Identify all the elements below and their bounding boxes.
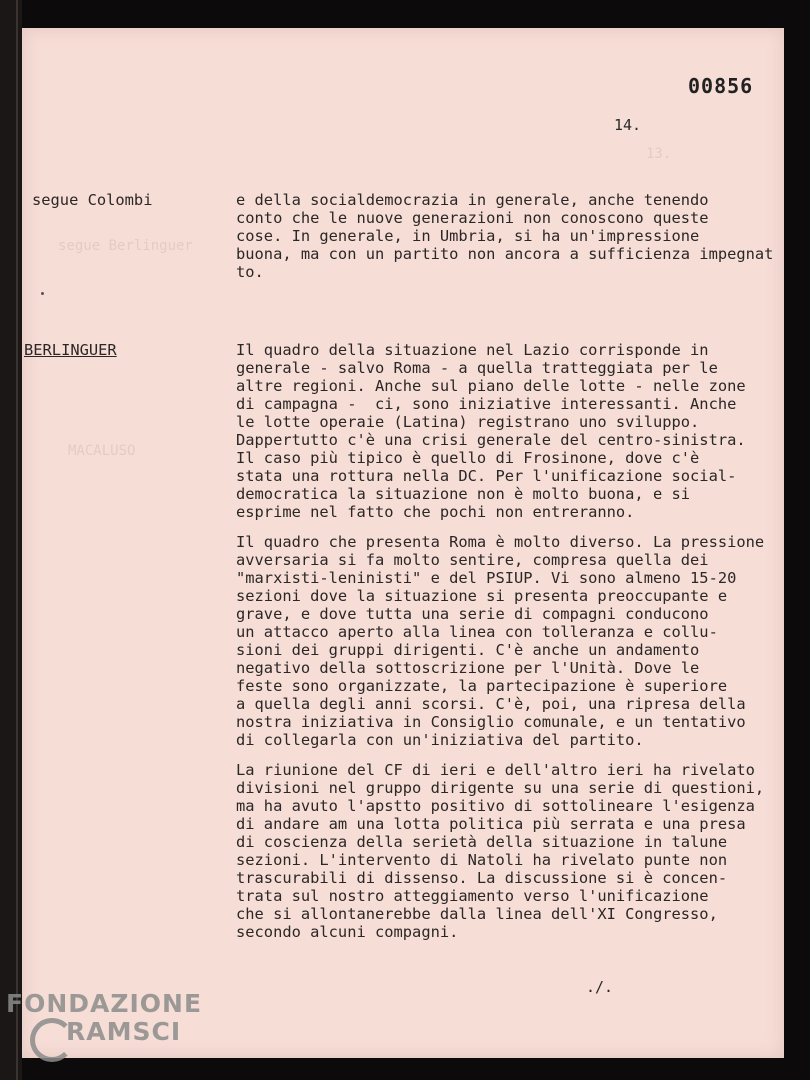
watermark-g-icon <box>30 1018 74 1062</box>
binding-edge <box>0 0 22 1080</box>
paragraph: Il quadro che presenta Roma è molto diverso. La pressione avversaria si fa molto sentire, compresa quella dei "marxisti-leninisti" e del PSIUP. Vi sono almeno 15-20 sezioni dove la situazione si presenta preoccupante e grave, e dove tutta una serie di compagni conducono un attacco aperto alla linea con tolleranza e collu- sioni dei gruppi dirigenti. C'è anche un andamento negativo della sottoscrizione per l'Unità. Dove le feste sono organizzate, la partecipazione è superiore a quella degli anni scorsi. C'è, poi, una ripresa della nostra iniziativa in Consiglio comunale, e un tentativo di collegarla con un'iniziativa del partito. <box>236 533 765 749</box>
bleed-through-text: MACALUSO <box>68 443 136 459</box>
archive-number: 00856 <box>688 74 754 98</box>
continuation-mark: ./. <box>586 978 614 996</box>
paragraph: La riunione del CF di ieri e dell'altro ieri ha rivelato divisioni nel gruppo dirigente su una serie di questioni, ma ha avuto l'apstto positivo di sottolineare l'esigenza di andare am una lotta politica più serrata e una presa di coscienza della serietà della situazione in talune sezioni. L'intervento di Natoli ha rivelato punte non trascurabili di dissenso. La discussione si è concen- trata sul nostro atteggiamento verso l'unificazione che si allontanerebbe dalla linea dell'XI Congresso, secondo alcuni compagni. <box>236 761 765 941</box>
watermark-line-1: FONDAZIONE <box>6 989 203 1018</box>
document-page <box>22 28 784 1058</box>
speaker-label: segue Colombi <box>32 191 153 209</box>
bleed-through-text: segue Berlinguer <box>58 238 193 254</box>
ink-dot <box>41 292 44 295</box>
paragraph: e della socialdemocrazia in generale, anche tenendo conto che le nuove generazioni non conoscono queste cose. In generale, in Umbria, si ha un'impressione buona, ma con un partito non ancora a sufficienza impegnat to. <box>236 191 774 281</box>
paragraph: Il quadro della situazione nel Lazio corrisponde in generale - salvo Roma - a quella tratteggiata per le altre regioni. Anche sul piano delle lotte - nelle zone di campagna - ci, sono iniziative interessanti. Anche le lotte operaie (Latina) registrano uno sviluppo. Dappertutto c'è una crisi generale del centro-sinistra. Il caso più tipico è quello di Frosinone, dove c'è stata una rottura nella DC. Per l'unificazione social- democratica la situazione non è molto buona, e si esprime nel fatto che pochi non entreranno. <box>236 341 746 521</box>
watermark-line-2: RAMSCI <box>66 1017 182 1046</box>
bleed-through-text: 13. <box>646 146 672 162</box>
watermark-logo <box>6 990 202 1046</box>
binding-line <box>16 0 18 1080</box>
speaker-label: BERLINGUER <box>24 341 117 359</box>
page-number: 14. <box>614 116 642 134</box>
